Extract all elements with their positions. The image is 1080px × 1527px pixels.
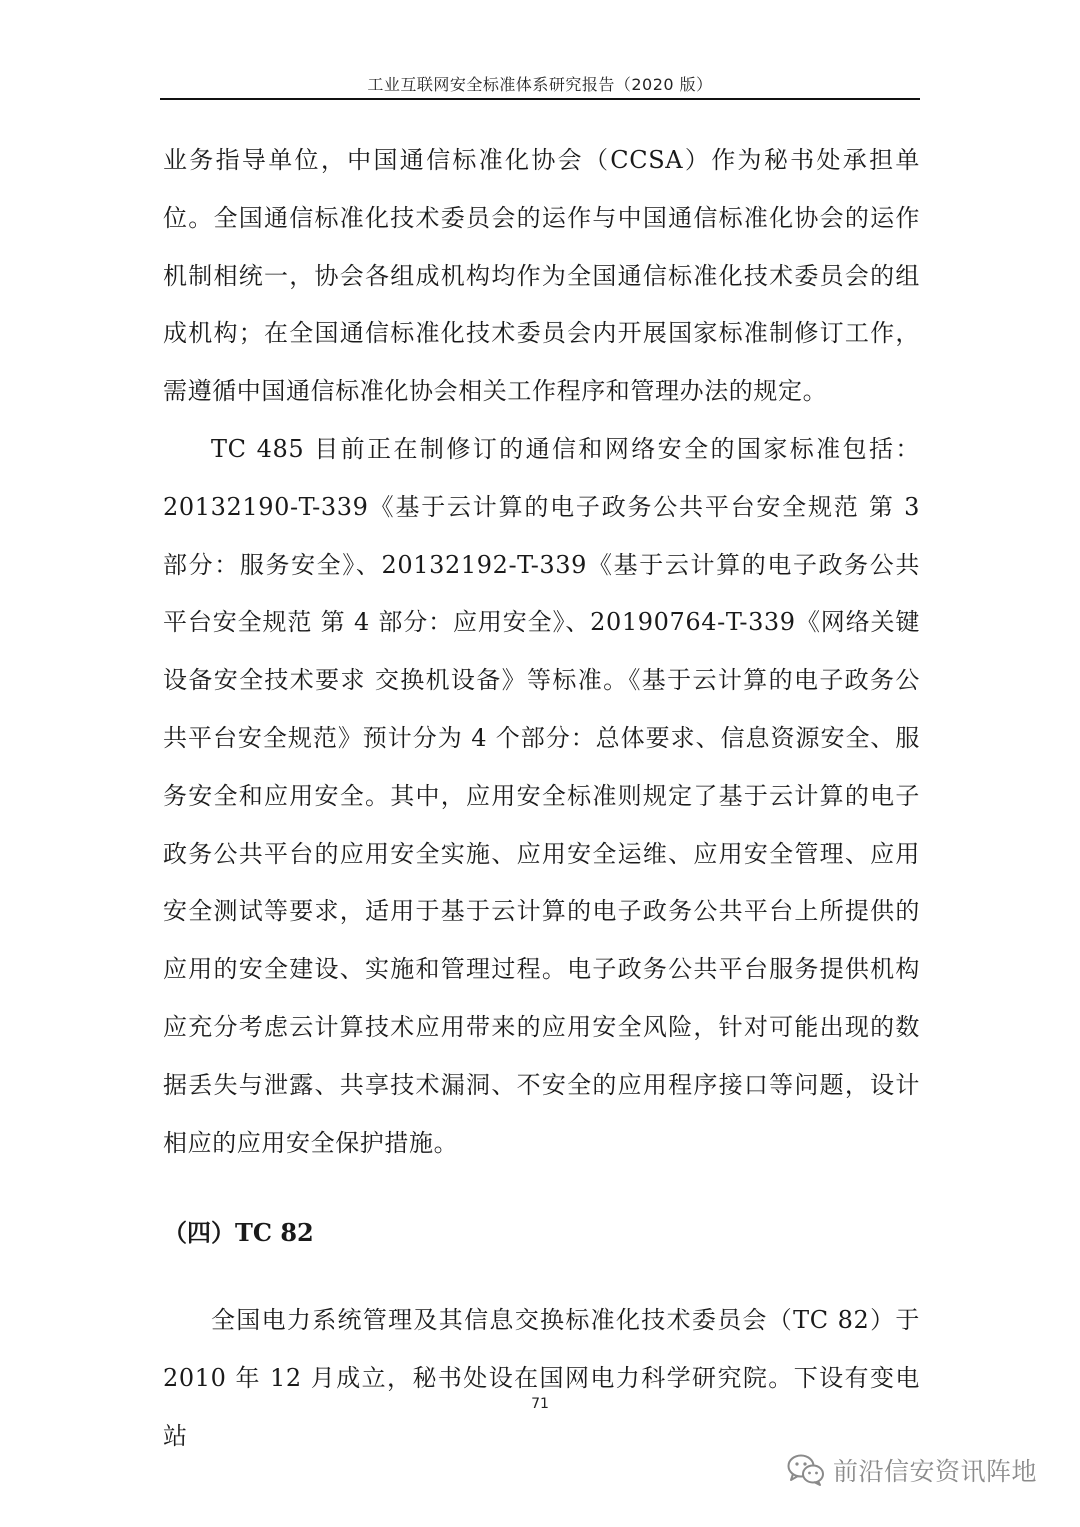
paragraph-ccsa: 业务指导单位，中国通信标准化协会（CCSA）作为秘书处承担单位。全国通信标准化技术委员会的运作与中国通信标准化协会的运作机制相统一，协会各组成机构均作为全国通信标准化技术委员会的组成机构；在全国通信标准化技术委员会内开展国家标准制修订工作，需遵循中国通信标准化协会相关工作程序和管理办法的规定。 bbox=[163, 146, 920, 406]
paragraph-tc82: 全国电力系统管理及其信息交换标准化技术委员会（TC 82）于 2010 年 12 月成立，秘书处设在国网电力科学研究院。下设有变电站 bbox=[163, 1306, 920, 1450]
watermark bbox=[787, 1452, 1037, 1488]
watermark-text: 前沿信安资讯阵地 bbox=[833, 1457, 1038, 1486]
wechat-icon bbox=[787, 1453, 825, 1487]
page-number: 71 bbox=[531, 1396, 549, 1412]
running-header: 工业互联网安全标准体系研究报告（2020 版） bbox=[367, 75, 713, 94]
header-rule bbox=[160, 98, 920, 100]
document-body bbox=[163, 132, 920, 1466]
section-heading: （四）TC 82 bbox=[163, 1218, 314, 1248]
paragraph-tc485: TC 485 目前正在制修订的通信和网络安全的国家标准包括：20132190-T-339《基于云计算的电子政务公共平台安全规范 第 3 部分：服务安全》、20132192-T-339《基于云计算的电子政务公共平台安全规范 第 4 部分：应用安全》、20190764-T-339《网络关键设备安全技术要求 交换机设备》等标准。《基于云计算的电子政务公共平台安全规范》预计分为 4 个部分：总体要求、信息资源安全、服务安全和应用安全。其中，应用安全标准则规定了基于云计算的电子政务公共平台的应用安全实施、应用安全运维、应用安全管理、应用安全测试等要求，适用于基于云计算的电子政务公共平台上所提供的应用的安全建设、实施和管理过程。电子政务公共平台服务提供机构应充分考虑云计算技术应用带来的应用安全风险，针对可能出现的数据丢失与泄露、共享技术漏洞、不安全的应用程序接口等问题，设计相应的应用安全保护措施。 bbox=[163, 434, 920, 1157]
